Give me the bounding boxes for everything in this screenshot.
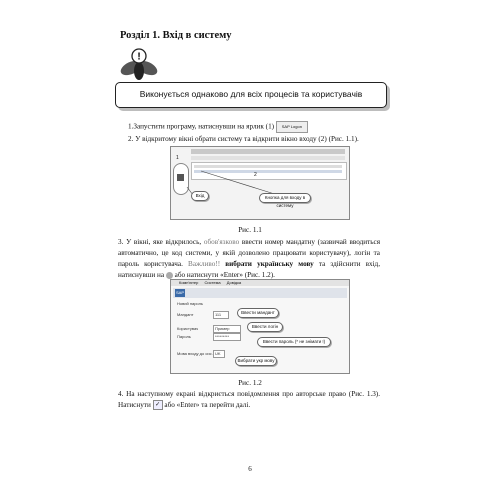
section-heading: Розділ 1. Вхід в систему: [120, 30, 232, 41]
password-label: Пароль: [177, 334, 191, 339]
callout-login: Ввести логін: [247, 322, 283, 332]
info-banner: [115, 82, 387, 108]
figure-1-2: [170, 279, 350, 374]
bee-warning-icon: [118, 46, 160, 84]
menu-computer: Комп'ютер: [179, 280, 199, 285]
language-label: Мова входу до сис.: [177, 351, 213, 356]
user-field: Пример: [213, 325, 241, 333]
menu-system: Система: [204, 280, 221, 285]
enter-checkmark-icon: [166, 272, 173, 279]
svg-text:!: !: [137, 51, 141, 63]
figure-1-1: [170, 146, 350, 220]
step-4: 4. На наступному екрані відкриється повідомлення про авторське право (Рис. 1.3). Натиснути ✓ або «Enter» та перейти далі.: [118, 390, 380, 409]
figure-1-1-caption: Рис. 1.1: [238, 226, 262, 234]
page-number: 6: [248, 465, 252, 473]
banner-text: Виконується однаково для всіх процесів та користувачів: [139, 89, 363, 99]
callout-open-window: Кнопка для входу в систему: [259, 193, 311, 203]
sap-logo: SAP: [175, 290, 184, 295]
menu-help: Довідка: [226, 280, 242, 285]
step-2: 2. У відкритому вікні обрати систему та відкрити вікно входу (2) (Рис. 1.1).: [128, 135, 359, 143]
callout-language: Вибрати укр мову: [235, 356, 277, 366]
mandant-field: 111: [213, 311, 229, 319]
menu-bar: [171, 280, 349, 286]
new-password-link: Новий пароль: [177, 301, 203, 306]
sap-logon-icon: SAP Logon: [276, 121, 308, 133]
language-field: UK: [213, 350, 225, 358]
mandant-label: Мандант: [177, 312, 194, 317]
user-label: Користувач: [177, 326, 199, 331]
callout-1: 1: [176, 155, 179, 161]
callout-lines: [171, 147, 349, 219]
checkmark-icon: ✓: [153, 400, 163, 410]
step-1: [128, 121, 308, 133]
callout-2: 2: [254, 172, 257, 178]
callout-password: Ввести пароль (* не знімати !): [257, 337, 331, 347]
step-1-text: 1.Запустити програму, натиснувши на ярлик (1): [128, 122, 275, 131]
step-3: 3. У вікні, яке відкрилось, обов'язково ввести номер мандатну (зазвичай вводиться автоматично, це код системи, у якій дозволено працювати користувачу), логін та пароль користувача. Важливо!! вибрати українську мову та здійснити вхід, натиснувши на або натиснути «Enter» (Рис. 1.2).: [118, 238, 381, 279]
figure-1-2-caption: Рис. 1.2: [238, 379, 262, 387]
toolbar: [173, 288, 347, 298]
password-field: *********: [213, 333, 241, 341]
callout-mandant: Ввести мандант: [237, 308, 279, 318]
callout-enter: Вхід: [191, 191, 209, 201]
